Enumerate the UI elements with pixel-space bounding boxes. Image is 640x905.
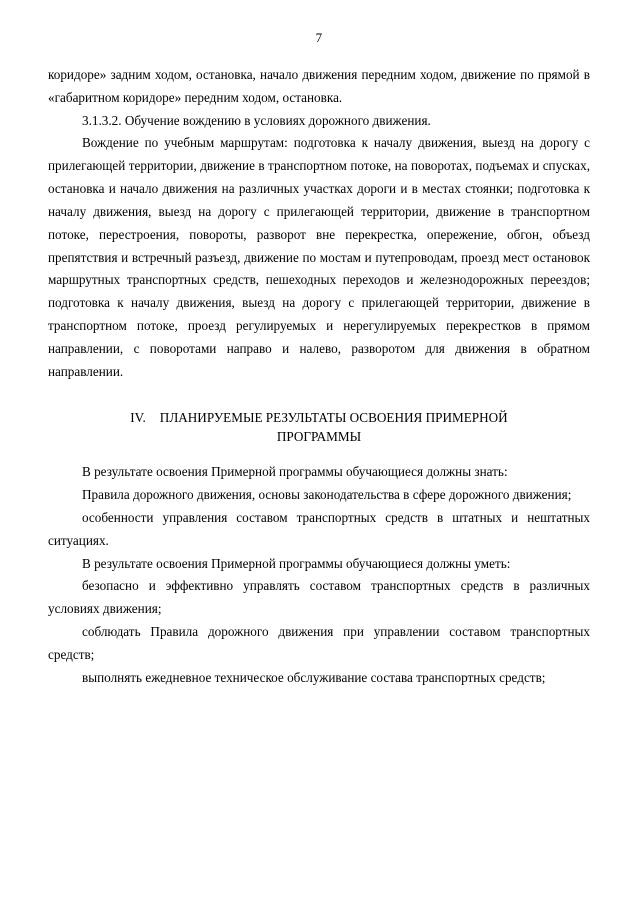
results-able-item-3: выполнять ежедневное техническое обслуживание состава транспортных средств;: [82, 669, 546, 685]
section-heading-iv: [48, 408, 590, 448]
results-able-item-2: соблюдать Правила дорожного движения при управлении составом транспортных средств;: [48, 623, 590, 662]
results-know-item-1: Правила дорожного движения, основы законодательства в сфере дорожного движения;: [82, 487, 572, 503]
section-title-line2: ПРОГРАММЫ: [276, 429, 362, 445]
paragraph-driving-training: Вождение по учебным маршрутам: подготовка к началу движения, выезд на дорогу с прилегающей территории, движение в транспортном потоке, на поворотах, подъемах и спусках, остановка и начало движения на различных участках дороги и в местах стоянки; подготовка к началу движения, выезд на дорогу с прилегающей территории, движение в транспортном потоке, перестроения, повороты, разворот вне перекрестка, опережение, обгон, объезд препятствия и встречный разъезд, движение по мостам и путепроводам, проезд мест остановок маршрутных транспортных средств, пешеходных переходов и железнодорожных переездов; подготовка к началу движения, выезд на дорогу с прилегающей территории, движение в транспортном потоке, проезд регулируемых и нерегулируемых перекрестков в прямом направлении, с поворотами направо и налево, разворотом для движения в обратном направлении.: [48, 135, 590, 379]
document-body: [48, 64, 590, 689]
section-numeral: IV.: [130, 409, 146, 425]
results-able-item-1: безопасно и эффективно управлять составом транспортных средств в различных условиях движения;: [48, 578, 590, 617]
paragraph-clause-3-1-3-2: 3.1.3.2. Обучение вождению в условиях дорожного движения.: [82, 112, 431, 128]
paragraph-continued: коридоре» задним ходом, остановка, начало движения передним ходом, движение по прямой в «габаритном коридоре» передним ходом, остановка.: [48, 67, 590, 105]
section-title-line1: ПЛАНИРУЕМЫЕ РЕЗУЛЬТАТЫ ОСВОЕНИЯ ПРИМЕРНОЙ: [159, 409, 508, 425]
results-know-intro: В результате освоения Примерной программы обучающиеся должны знать:: [82, 464, 508, 480]
page-number: 7: [315, 30, 323, 45]
results-know-item-2: особенности управления составом транспортных средств в штатных и нештатных ситуациях.: [48, 509, 590, 548]
results-able-intro: В результате освоения Примерной программы обучающиеся должны уметь:: [82, 555, 511, 571]
